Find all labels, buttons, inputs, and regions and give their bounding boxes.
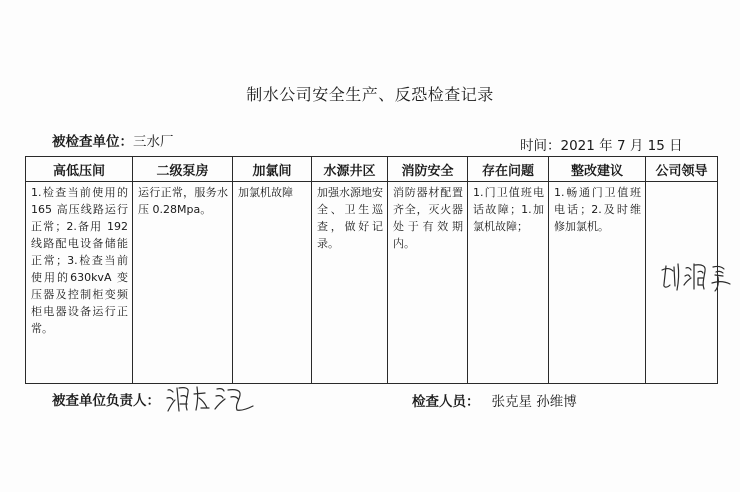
cell-text: 消防器材配置齐全，灭火器处于有效期内。	[393, 186, 463, 250]
cell-text: 1.门卫值班电话故障；1.加氯机故障；	[473, 186, 544, 233]
responsible-label: 被查单位负责人：	[52, 393, 160, 409]
cell-chlorination-room	[233, 182, 312, 384]
header-chlorination-room: 加氯间	[233, 157, 312, 182]
header-company-leader: 公司领导	[646, 157, 718, 182]
cell-text: 运行正常，服务水压 0.28Mpa。	[138, 186, 228, 216]
inspection-table	[25, 156, 718, 384]
header-secondary-pump-room: 二级泵房	[133, 157, 233, 182]
inspected-unit-value: 三水厂	[133, 134, 174, 150]
cell-secondary-pump-room	[133, 182, 233, 384]
leader-signature	[658, 258, 738, 298]
inspectors-label: 检查人员：	[412, 394, 480, 410]
cell-fire-safety	[388, 182, 468, 384]
inspection-date	[520, 134, 683, 154]
page-title: 制水公司安全生产、反恐检查记录	[246, 85, 494, 104]
cell-company-leader	[646, 182, 718, 384]
responsible-signature	[165, 381, 257, 415]
cell-text: 加强水源地安全、卫生巡查，做好记录。	[317, 186, 383, 250]
cell-text: 加氯机故障	[238, 186, 293, 199]
header-fire-safety: 消防安全	[388, 157, 468, 182]
cell-high-low-voltage-room	[26, 182, 133, 384]
inspected-unit-label: 被检查单位：	[52, 134, 133, 150]
header-high-low-voltage-room: 高低压间	[26, 157, 133, 182]
table-header-row	[26, 157, 718, 182]
table-row	[26, 182, 718, 384]
header-rectification-suggestions: 整改建议	[549, 157, 646, 182]
cell-water-source-well-area	[312, 182, 388, 384]
inspectors	[412, 390, 577, 410]
header-water-source-well-area: 水源井区	[312, 157, 388, 182]
cell-text: 1.检查当前使用的165 高压线路运行正常；2.备用 192 线路配电设备储能正常；3.检查当前使用的630kvA 变压器及控制柜变频柜电器设备运行正常。	[31, 186, 128, 335]
date-label: 时间：	[520, 138, 561, 154]
cell-rectification-suggestions	[549, 182, 646, 384]
cell-existing-problems	[468, 182, 549, 384]
inspected-unit	[52, 130, 174, 150]
responsible-person	[52, 389, 160, 409]
inspectors-names: 张克星 孙维博	[491, 394, 577, 410]
cell-text: 1.畅通门卫值班电话；2.及时维修加氯机。	[554, 186, 641, 233]
date-value: 2021 年 7 月 15 日	[560, 138, 683, 154]
header-existing-problems: 存在问题	[468, 157, 549, 182]
